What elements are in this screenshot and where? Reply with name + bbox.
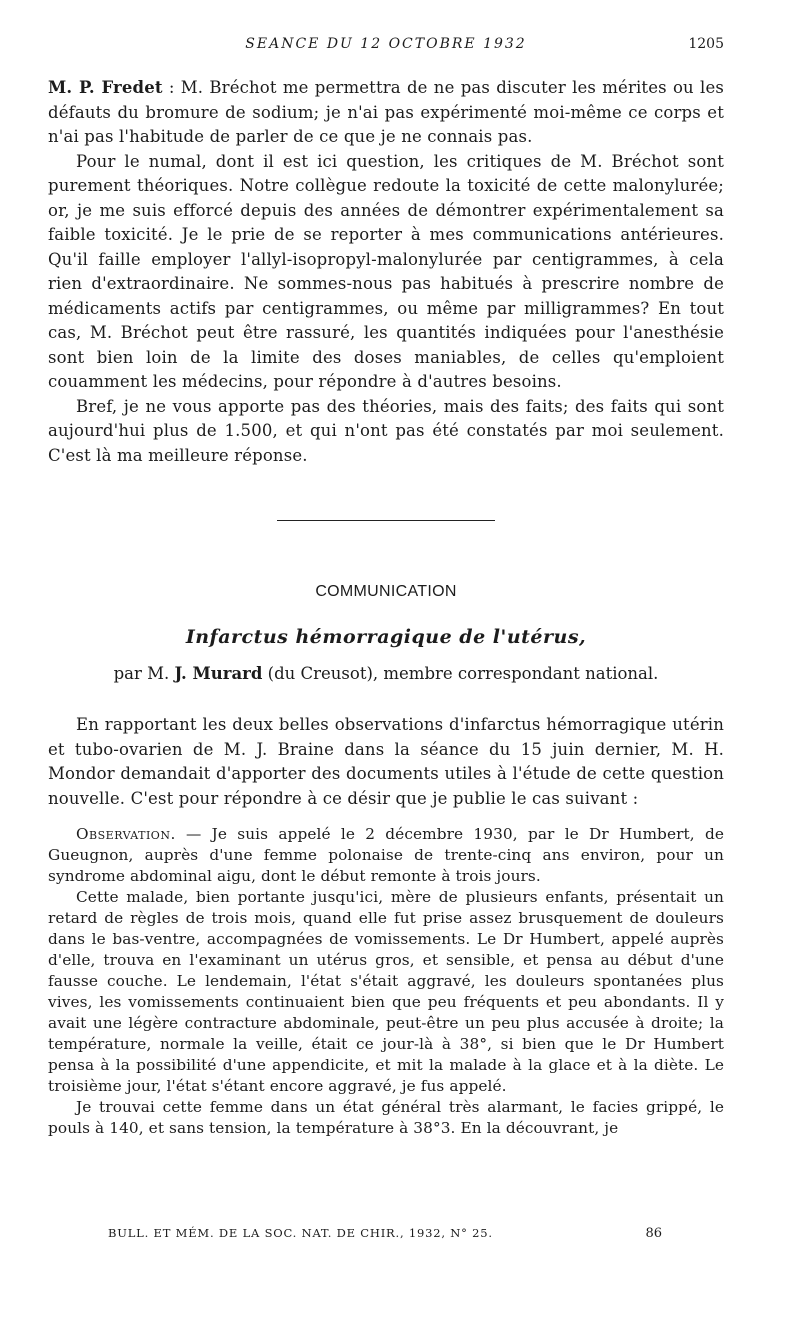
observation-label: Observation. (76, 825, 176, 843)
page-number: 1205 (688, 36, 724, 52)
journal-citation: BULL. ET MÉM. DE LA SOC. NAT. DE CHIR., 1932, N° 25. (108, 1226, 493, 1240)
author-name: J. Murard (174, 664, 263, 683)
section-divider (277, 520, 495, 521)
observation-paragraph-2: Cette malade, bien portante jusqu'ici, mère de plusieurs enfants, présentait un retard de règles de trois mois, quand elle fut prise assez brusquement de douleurs dans le bas-ventre, accompagnées de vomissements. Le Dr Humbert, appelé auprès d'elle, trouva en l'examinant un utérus gros, et sensible, et pensa au début d'une fausse couche. Le lendemain, l'état s'était aggravé, les douleurs spontanées plus vives, les vomissements continuaient bien que peu fréquents et peu abondants. Il y avait une légère contracture abdominale, peut-être un peu plus accusée à droite; la température, normale la veille, était ce jour-là à 38°, si bien que le Dr Humbert pensa à la possibilité d'une appendicite, et mit la malade à la glace et à la diète. Le troisième jour, l'état s'étant encore aggravé, je fus appelé. (48, 888, 724, 1095)
observation-paragraph-1-text: — Je suis appelé le 2 décembre 1930, par le Dr Humbert, de Gueugnon, auprès d'une femme polonaise de trente-cinq ans environ, pour un syndrome abdominal aigu, dont le début remonte à trois jours. (48, 825, 724, 885)
running-head (48, 36, 724, 62)
speaker-name: M. P. Fredet (48, 78, 163, 97)
running-title: SEANCE DU 12 OCTOBRE 1932 (245, 36, 527, 52)
reply-paragraph-2: Pour le numal, dont il est ici question, les critiques de M. Bréchot sont purement théoriques. Notre collègue redoute la toxicité de cette malonylurée; or, je me suis efforcé depuis des années de démontrer expérimentalement sa faible toxicité. Je le prie de se reporter à mes communications antérieures. Qu'il faille employer l'allyl-isopropyl-malonylurée par centigrammes, à cela rien d'extraordinaire. Ne sommes-nous pas habitués à prescrire nombre de médicaments actifs par centigrammes, ou même par milligrammes? En tout cas, M. Bréchot peut être rassuré, les quantités indiquées pour l'anesthésie sont bien loin de la limite des doses maniables, de celles qu'emploient couamment les médecins, pour répondre à d'autres besoins. (48, 151, 724, 391)
section-label: COMMUNICATION (315, 583, 457, 600)
article-title: Infarctus hémorragique de l'utérus, (185, 626, 587, 648)
reply-paragraph-1 (48, 76, 724, 150)
observation-paragraph-3: Je trouvai cette femme dans un état général très alarmant, le facies grippé, le pouls à 140, et sans tension, la température à 38°3. En la découvrant, je (48, 1098, 724, 1137)
fascicle-number: 86 (645, 1226, 662, 1241)
intro-paragraph: En rapportant les deux belles observations d'infarctus hémorragique utérin et tubo-ovarien de M. J. Braine dans la séance du 15 juin dernier, M. H. Mondor demandait d'apporter des documents utiles à l'étude de cette question nouvelle. C'est pour répondre à ce désir que je publie le cas suivant : (48, 715, 724, 808)
byline-suffix: (du Creusot), membre correspondant national. (262, 664, 659, 683)
reply-paragraph-3: Bref, je ne vous apporte pas des théories, mais des faits; des faits qui sont aujourd'hui plus de 1.500, et qui n'ont pas été constatés par moi seulement. C'est là ma meilleure réponse. (48, 396, 724, 465)
intro-section (48, 713, 724, 811)
byline (48, 664, 724, 683)
byline-prefix: par M. (113, 664, 175, 683)
reply-paragraph-1-text: : M. Bréchot me permettra de ne pas discuter les mérites ou les défauts du bromure de sodium; je n'ai pas expérimenté moi-même ce corps et n'ai pas l'habitude de parler de ce que je ne connais pas. (48, 78, 724, 146)
reply-section (48, 76, 724, 468)
footer (108, 1226, 662, 1240)
observation-paragraph-1 (48, 824, 724, 887)
page-body (48, 76, 724, 1139)
observation-section (48, 824, 724, 1139)
